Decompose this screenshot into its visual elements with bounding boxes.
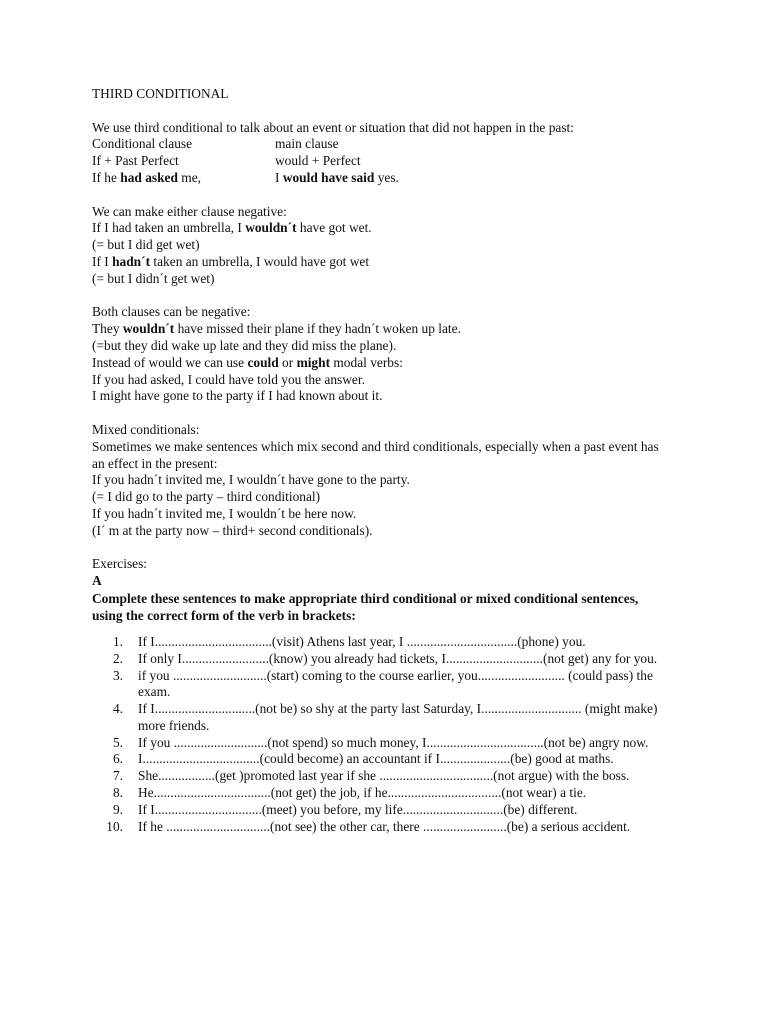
modal-example-2: I might have gone to the party if I had known about it. [92, 388, 383, 404]
exercise-number: 1. [112, 633, 123, 649]
exercise-text: If I...................................(visit) Athens last year, I .................................(phone) you. [138, 633, 586, 649]
conditional-example: If he had asked me, [92, 169, 202, 185]
formula-row [92, 153, 672, 170]
exercise-item [92, 802, 672, 819]
exercise-item [92, 751, 672, 768]
exercise-text: He...................................(not get) the job, if he..................................(not wear) a tie. [138, 785, 587, 801]
document-page [92, 86, 672, 835]
negative-heading: We can make either clause negative: [92, 203, 287, 219]
main-clause-header: main clause [275, 136, 339, 152]
exercise-number: 5. [112, 734, 123, 750]
mixed-example-1: If you hadn´t invited me, I wouldn´t have gone to the party. [92, 472, 410, 488]
main-formula: would + Perfect [275, 153, 361, 169]
document-title: THIRD CONDITIONAL [92, 86, 229, 101]
conditional-clause-header: Conditional clause [92, 136, 193, 152]
exercise-item [92, 768, 672, 785]
exercise-number: 9. [112, 801, 123, 817]
mixed-description: Sometimes we make sentences which mix second and third conditionals, especially when a past event has an effect in the present: [92, 438, 659, 471]
exercise-item [92, 634, 672, 651]
mixed-example-2: If you hadn´t invited me, I wouldn´t be here now. [92, 505, 357, 521]
exercise-text: I...................................(could become) an accountant if I.....................(be) good at maths. [138, 751, 614, 767]
negative-example-1: If I had taken an umbrella, I wouldn´t have got wet. [92, 220, 372, 236]
modal-example-1: If you had asked, I could have told you the answer. [92, 371, 365, 387]
example-row [92, 170, 672, 187]
exercise-text: if you ............................(start) coming to the course earlier, you.......................... (could pass) the exam. [138, 667, 653, 700]
main-example: I would have said yes. [275, 169, 399, 185]
exercise-text: She.................(get )promoted last year if she ..................................(not argue) with the boss. [138, 768, 630, 784]
conditional-formula: If + Past Perfect [92, 153, 179, 169]
modal-verbs-text: Instead of would we can use could or might modal verbs: [92, 354, 403, 370]
exercise-instruction: Complete these sentences to make appropriate third conditional or mixed conditional sentences, using the correct form of the verb in brackets: [92, 590, 639, 623]
exercise-item [92, 735, 672, 752]
exercise-text: If only I..........................(know) you already had tickets, I.............................(not get) any for you. [138, 650, 658, 666]
exercise-number: 8. [112, 785, 123, 801]
exercise-number: 3. [112, 667, 123, 683]
negative-note-2: (= but I didn´t get wet) [92, 270, 215, 286]
exercise-text: If you ............................(not spend) so much money, I...................................(not be) angry now. [138, 734, 649, 750]
exercise-number: 6. [112, 751, 123, 767]
both-negative-heading: Both clauses can be negative: [92, 304, 251, 320]
exercise-item [92, 701, 672, 735]
mixed-note-2: (I´ m at the party now – third+ second conditionals). [92, 522, 373, 538]
exercise-item [92, 819, 672, 836]
clause-header-row [92, 136, 672, 153]
mixed-heading: Mixed conditionals: [92, 421, 200, 437]
both-negative-example: They wouldn´t have missed their plane if they hadn´t woken up late. [92, 321, 461, 337]
mixed-note-1: (= I did go to the party – third conditional) [92, 489, 321, 505]
exercise-list [92, 634, 672, 836]
exercise-text: If I..............................(not be) so shy at the party last Saturday, I.............................. (might make) more friends. [138, 701, 658, 733]
exercises-label: Exercises: [92, 556, 148, 572]
exercise-item [92, 785, 672, 802]
exercise-number: 7. [112, 768, 123, 784]
negative-example-2: If I hadn´t taken an umbrella, I would have got wet [92, 253, 370, 269]
exercise-number: 10. [106, 818, 123, 834]
both-negative-note: (=but they did wake up late and they did miss the plane). [92, 337, 397, 353]
exercise-number: 4. [112, 701, 123, 717]
negative-note-1: (= but I did get wet) [92, 237, 200, 253]
exercise-number: 2. [112, 650, 123, 666]
exercise-item [92, 668, 672, 702]
exercise-text: If he ...............................(not see) the other car, there .........................(be) a serious accident. [138, 818, 631, 834]
exercise-text: If I................................(meet) you before, my life..............................(be) different. [138, 801, 578, 817]
exercise-section-label: A [92, 573, 102, 589]
intro-text: We use third conditional to talk about an event or situation that did not happen in the past: [92, 119, 574, 135]
exercise-item [92, 651, 672, 668]
